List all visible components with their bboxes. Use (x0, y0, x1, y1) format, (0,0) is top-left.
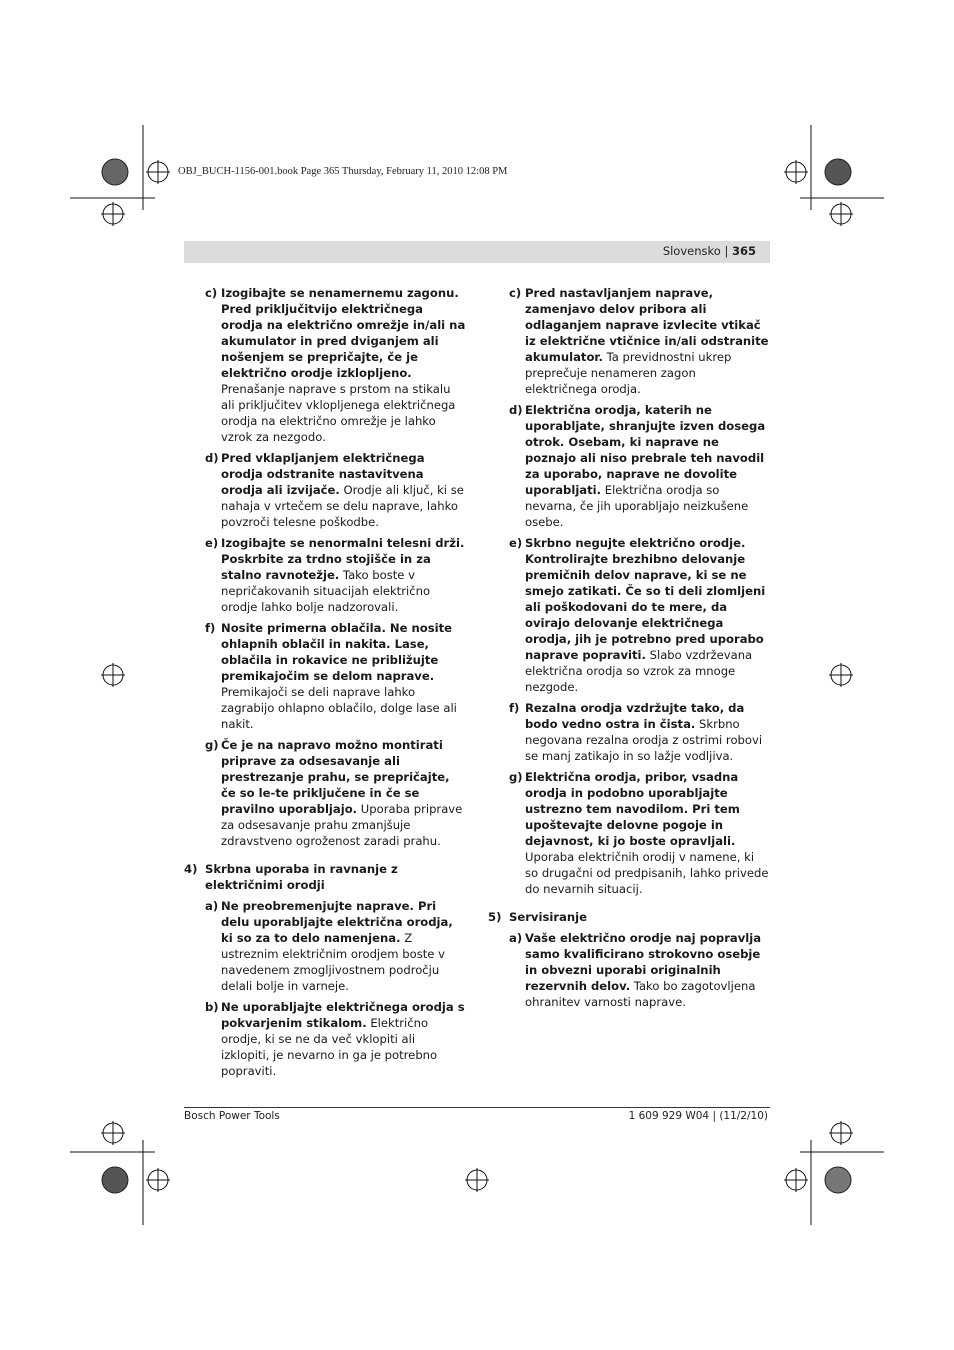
section-heading: 5) Servisiranje (488, 910, 587, 924)
header-text (663, 244, 756, 258)
print-slug: OBJ_BUCH-1156-001.book Page 365 Thursday, February 11, 2010 12:08 PM (178, 166, 508, 177)
section-heading: 4) Skrbna uporaba in ravnanje z električnimi orodji (184, 862, 398, 892)
list-item: c) Pred nastavljanjem naprave, zamenjavo delov pribora ali odlaganjem naprave izvlecite vtikač iz električne vtičnice in/ali odstranite akumulator. Ta previdnostni ukrep preprečuje nenameren zagon električnega orodja. (509, 286, 769, 396)
list-item: f) Rezalna orodja vzdržujte tako, da bodo vedno ostra in čista. Skrbno negovana rezalna orodja z ostrimi robovi se manj zatikajo in so lažje vodljiva. (509, 701, 763, 763)
header-separator: | (724, 244, 729, 258)
list-item: e) Izogibajte se nenormalni telesni drži. Poskrbite za trdno stojišče in za stalno ravnotežje. Tako boste v nepričakovanih situacijah električno orodje lahko bolje nadzorovali. (205, 536, 465, 614)
list-item: g) Če je na napravo možno montirati priprave za odsesavanje ali prestrezanje prahu, se prepričajte, če so le-te priključene in če se pravilno uporabljajo. Uporaba priprave za odsesavanje prahu zmanjšuje zdravstveno ogroženost zaradi prahu. (205, 738, 463, 848)
footer-publisher: Bosch Power Tools (184, 1110, 280, 1122)
list-item: g) Električna orodja, pribor, vsadna orodja in podobno uporabljajte ustrezno tem navodilom. Pri tem upoštevajte delovne pogoje in dejavnost, ki jo boste opravljali. Uporaba električnih orodij v namene, ki so drugačni od predpisanih, lahko privede do nevarnih situacij. (509, 770, 769, 896)
page-number: 365 (731, 244, 756, 258)
list-item: a) Ne preobremenjujte naprave. Pri delu uporabljajte električna orodja, ki so za to delo namenjena. Z ustreznim električnim orodjem boste v navedenem zmogljivostnem področju delali bolje in varneje. (205, 899, 453, 993)
list-item: c) Izogibajte se nenamernemu zagonu. Pred priključitvijo električnega orodja na električno omrežje in/ali na akumulator in pred dviganjem ali nošenjem se prepričajte, če je električno orodje izklopljeno. Prenašanje naprave s prstom na stikalu ali priključitev vklopljenega električnega orodja na električno omrežje je lahko vzrok za nezgodo. (205, 286, 466, 444)
footer-docnumber: 1 609 929 W04 | (11/2/10) (628, 1110, 768, 1122)
list-item: f) Nosite primerna oblačila. Ne nosite ohlapnih oblačil in nakita. Lase, oblačila in rokavice ne približujte premikajočim se delom naprave. Premikajoči se deli naprave lahko zagrabijo ohlapno oblačilo, dolge lase ali nakit. (205, 621, 457, 731)
list-item: e) Skrbno negujte električno orodje. Kontrolirajte brezhibno delovanje premičnih delov naprave, ki se ne smejo zatikati. Če so ti deli zlomljeni ali poškodovani do te mere, da ovirajo delovanje električnega orodja, jih je potrebno pred uporabo naprave popraviti. Slabo vzdrževana električna orodja so vzrok za mnoge nezgode. (509, 536, 766, 694)
list-item: d) Pred vklapljanjem električnega orodja odstranite nastavitvena orodja ali izvijače. Orodje ali ključ, ki se nahaja v vrtečem se delu naprave, lahko povzroči telesne poškodbe. (205, 451, 464, 529)
list-item: a) Vaše električno orodje naj popravlja samo kvalificirano strokovno osebje in obvezni uporabi originalnih rezervnih delov. Tako bo zagotovljena ohranitev varnosti naprave. (509, 931, 762, 1009)
right-column (488, 285, 770, 1015)
left-column (184, 285, 466, 1084)
header-language: Slovensko (662, 244, 721, 258)
footer-rule (184, 1107, 770, 1108)
page-header (184, 241, 770, 263)
list-item: b) Ne uporabljajte električnega orodja s pokvarjenim stikalom. Električno orodje, ki se ne da več vklopiti ali izklopiti, je nevarno in ga je potrebno popraviti. (205, 1000, 465, 1078)
list-item: d) Električna orodja, katerih ne uporabljate, shranjujte izven dosega otrok. Osebam, ki naprave ne poznajo ali niso prebrale teh navodil za uporabo, naprave ne dovolite uporabljati. Električna orodja so nevarna, če jih uporabljajo neizkušene osebe. (509, 403, 766, 529)
